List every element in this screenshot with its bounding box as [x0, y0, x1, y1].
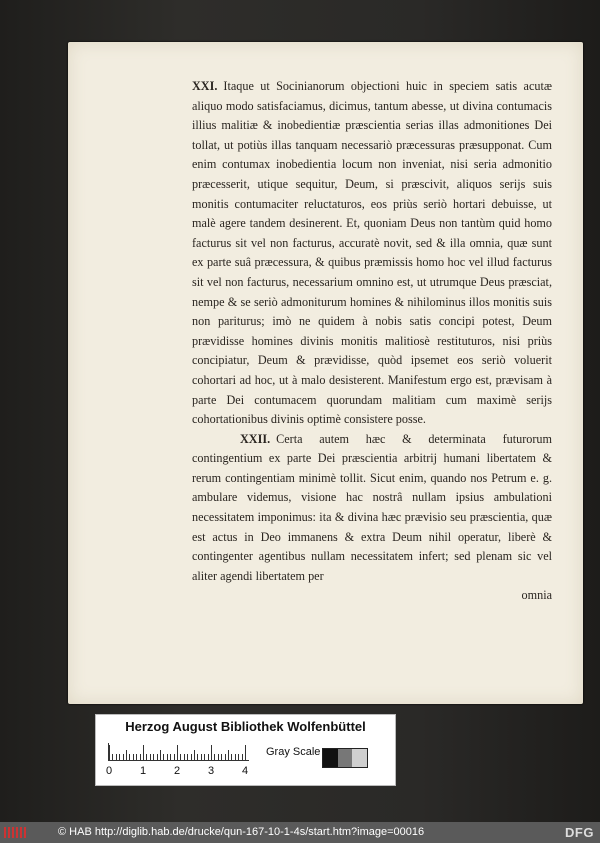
ruler-tick [140, 754, 141, 761]
ruler-number: 2 [174, 765, 181, 777]
ruler-tick [204, 754, 205, 761]
ruler-tick [112, 754, 113, 761]
ruler-tick [126, 750, 127, 761]
ruler-tick [218, 754, 219, 761]
ruler-tick [184, 754, 185, 761]
ruler-tick [187, 754, 188, 761]
gray-swatch-dark [323, 749, 338, 767]
ruler-tick [170, 754, 171, 761]
paragraph-xxi [192, 77, 552, 430]
measurement-ruler [108, 743, 259, 761]
ruler-number: 0 [106, 765, 113, 777]
ruler-tick [153, 754, 154, 761]
ruler-tick [242, 754, 243, 761]
gray-scale-swatches [322, 748, 368, 768]
ruler-number: 1 [140, 765, 147, 777]
paragraph-number: XXI. [192, 79, 218, 93]
gray-swatch-mid [338, 749, 353, 767]
ruler-tick [221, 754, 222, 761]
ruler-tick [235, 754, 236, 761]
color-calibration-card [95, 714, 396, 786]
ruler-tick [157, 754, 158, 761]
ruler-tick [228, 750, 229, 761]
ruler-tick [191, 754, 192, 761]
ruler-tick [238, 754, 239, 761]
ruler-tick [119, 754, 120, 761]
ruler-tick [133, 754, 134, 761]
ruler-tick [245, 745, 246, 761]
catchword: omnia [521, 588, 552, 603]
viewer-footer [0, 822, 600, 843]
ruler-number: 3 [208, 765, 215, 777]
dfg-logo: DFG [565, 825, 594, 840]
ruler-tick [180, 754, 181, 761]
ruler-tick [225, 754, 226, 761]
ruler-tick [214, 754, 215, 761]
ruler-tick [177, 745, 178, 761]
ruler-tick [116, 754, 117, 761]
ruler-tick [136, 754, 137, 761]
ruler-tick [109, 745, 110, 761]
ruler-tick [167, 754, 168, 761]
library-name: Herzog August Bibliothek Wolfenbüttel [125, 719, 366, 734]
ruler-tick [160, 750, 161, 761]
ruler-number: 4 [242, 765, 249, 777]
hab-logo-icon [4, 827, 26, 838]
ruler-tick [129, 754, 130, 761]
gray-swatch-light [352, 749, 367, 767]
ruler-tick [231, 754, 232, 761]
gray-scale-label: Gray Scale [266, 746, 321, 758]
ruler-tick [150, 754, 151, 761]
ruler-tick [208, 754, 209, 761]
paragraph-body: Certa autem hæc & determinata futurorum contingentium ex parte Dei præscientia arbitrij humani libertatem & rerum contingentiam minimè tollit. Sicut enim, quando nos Petrum e. g. ambulare videmus, visione hac nostrâ nullam ipsius ambulationi necessitatem imponimus: ita & divina hæc prævisio seu præscientia, quæ est actus in Deo immanens & extra Deum nihil operatur, liberè & contingenter agentibus nullam necessitatem infert; sed plenam sic vel aliter agendi libertatem per [192, 431, 552, 583]
paragraph-number: XXII. [240, 431, 271, 446]
paragraph-xxii [192, 430, 552, 587]
ruler-tick [194, 750, 195, 761]
ruler-tick [201, 754, 202, 761]
paragraph-body: Itaque ut Socinianorum objectioni huic in speciem satis acutæ aliquo modo satisfaciamus, dicimus, tantum abesse, ut divina contumacis illius malitiæ & inobedientiæ præscientia serias illas admonitiones Dei tollat, ut potiùs illas tanquam necessariò præcessuras præsupponat. Cum enim contumax inobedientia locum non inveniat, nisi seria admonitio præcesserit, utique sequitur, Deum, si præscivit, aliquos serijs suis monitis contumaciter reluctaturos, eos priùs seriò hortari debuisse, ut malè agere tandem desinerent. Et, quoniam Deus non tantùm quid homo facturus sit vel non facturus, accuratè novit, sed & illa omnia, quæ sunt ex parte suâ præcessura, & quibus præmissis homo hoc vel illud facturus sit vel non facturus, necessarium omnino est, ut utrumque Deus præsciat, nempe & se seriò admoniturum homines & nihilominus illos monitis suis non pariturus; imò ne quidem à nobis satis concipi potest, Deum prævidisse homines divinis monitis malitiosè restituturos, nisi priùs concipiatur, Deum & prævidisse, quòd ipsemet eos seriò voluerit cohortari ad hoc, ut à malo desisterent. Manifestum ergo est, prævisam à parte Dei contumacem quorundam malitiam cum maximè serijs cohortationibus divinis optimè consistere posse. [192, 79, 552, 427]
ruler-tick [123, 754, 124, 761]
ruler-tick [174, 754, 175, 761]
ruler-tick [146, 754, 147, 761]
ruler-tick [211, 745, 212, 761]
page-text [192, 77, 552, 618]
ruler-tick [143, 745, 144, 761]
ruler-tick [163, 754, 164, 761]
ruler-tick [197, 754, 198, 761]
copyright-link[interactable]: © HAB http://diglib.hab.de/drucke/qun-167-10-1-4s/start.htm?image=00016 [58, 826, 425, 838]
